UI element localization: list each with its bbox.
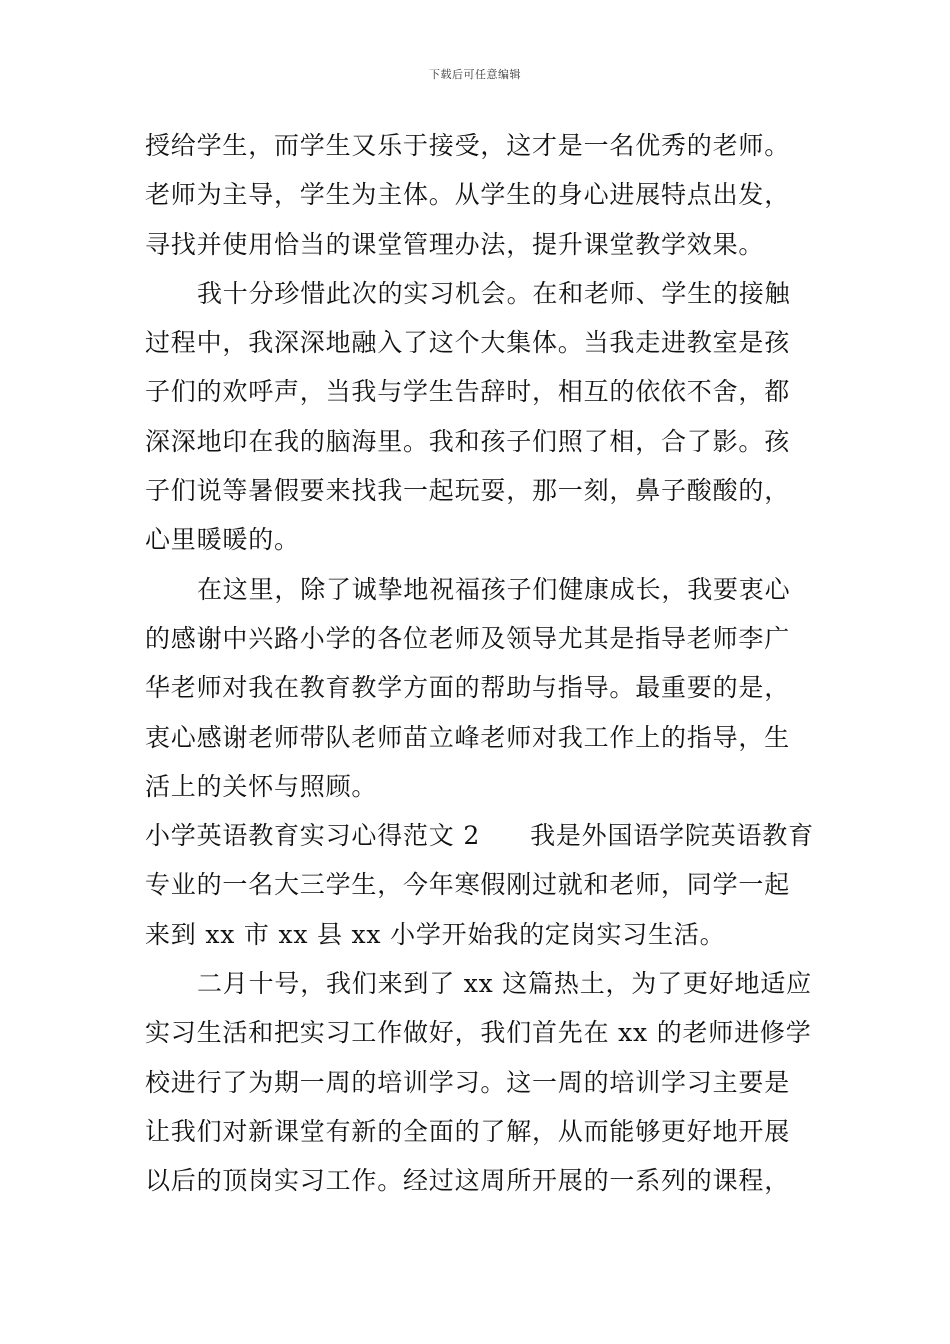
heading-following-text: 我是外国语学院英语教育 <box>530 821 814 851</box>
text-line: 衷心感谢老师带队老师苗立峰老师对我工作上的指导，生 <box>145 722 791 752</box>
text-line: 让我们对新课堂有新的全面的了解，从而能够更好地开展 <box>145 1116 791 1146</box>
paragraph-start-line: 我十分珍惜此次的实习机会。在和老师、学生的接触 <box>197 278 791 308</box>
page-header: 下载后可任意编辑 <box>429 68 521 81</box>
text-line: 老师为主导，学生为主体。从学生的身心进展特点出发， <box>145 180 791 210</box>
paragraph-start-line: 二月十号，我们来到了 xx 这篇热土，为了更好地适应 <box>197 969 812 999</box>
text-line: 过程中，我深深地融入了这个大集体。当我走进教室是孩 <box>145 328 791 358</box>
text-line: 子们说等暑假要来找我一起玩耍，那一刻，鼻子酸酸的， <box>145 476 791 506</box>
text-line: 心里暖暖的。 <box>145 525 300 555</box>
section-heading: 小学英语教育实习心得范文 2 <box>145 821 481 851</box>
text-line: 以后的顶岗实习工作。经过这周所开展的一系列的课程， <box>145 1166 791 1196</box>
text-line: 授给学生，而学生又乐于接受，这才是一名优秀的老师。 <box>145 131 791 160</box>
text-line: 的感谢中兴路小学的各位老师及领导尤其是指导老师李广 <box>145 623 791 653</box>
text-line: 深深地印在我的脑海里。我和孩子们照了相，合了影。孩 <box>145 426 791 456</box>
text-line: 专业的一名大三学生，今年寒假刚过就和老师，同学一起 <box>145 870 791 900</box>
text-line: 实习生活和把实习工作做好，我们首先在 xx 的老师进修学 <box>145 1018 812 1048</box>
document-body <box>145 121 814 1206</box>
section-heading-line <box>145 811 814 860</box>
text-line: 子们的欢呼声，当我与学生告辞时，相互的依依不舍，都 <box>145 377 791 407</box>
text-line: 寻找并使用恰当的课堂管理办法，提升课堂教学效果。 <box>145 229 765 259</box>
text-line: 校进行了为期一周的培训学习。这一周的培训学习主要是 <box>145 1067 791 1097</box>
paragraph-start-line: 在这里，除了诚挚地祝福孩子们健康成长，我要衷心 <box>197 574 791 604</box>
text-line: 来到 xx 市 xx 县 xx 小学开始我的定岗实习生活。 <box>145 919 726 949</box>
text-line: 活上的关怀与照顾。 <box>145 771 378 801</box>
text-line: 华老师对我在教育教学方面的帮助与指导。最重要的是， <box>145 673 791 703</box>
